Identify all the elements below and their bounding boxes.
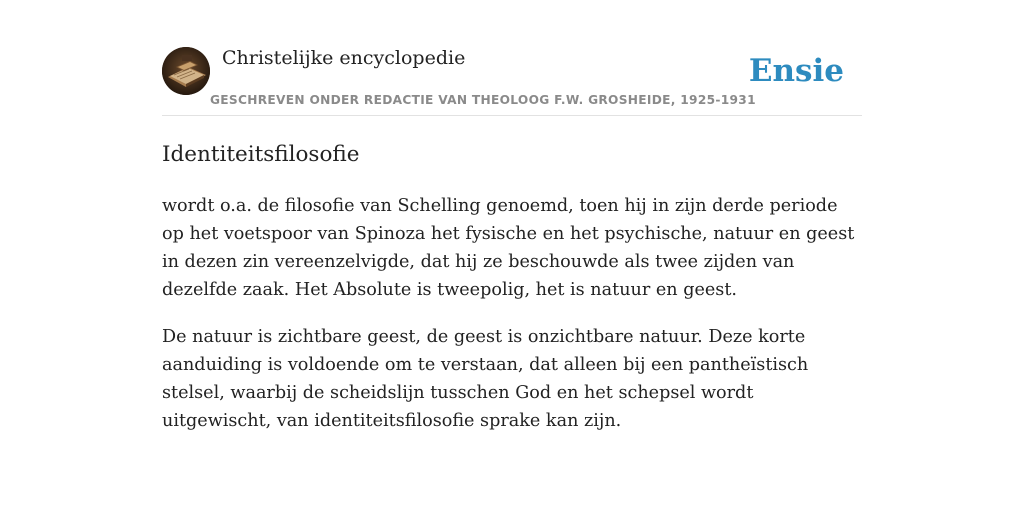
site-header — [162, 46, 862, 116]
ensie-logo-link[interactable]: Ensie — [748, 53, 844, 89]
article-title: Identiteitsfilosofie — [162, 142, 360, 167]
article — [162, 140, 862, 435]
encyclopedia-avatar-icon[interactable] — [162, 47, 210, 95]
article-paragraph: wordt o.a. de filosofie van Schelling genoemd, toen hij in zijn derde periode op het voetspoor van Spinoza het fysische en het psychische, natuur en geest in dezen zin vereenzelvigde, dat hij ze beschouwde als twee zijden van dezelfde zaak. Het Absolute is tweepolig, het is natuur en geest. — [162, 196, 855, 300]
site-title[interactable]: Christelijke encyclopedie — [222, 47, 466, 69]
article-paragraph: De natuur is zichtbare geest, de geest is onzichtbare natuur. Deze korte aanduiding is voldoende om te verstaan, dat alleen bij een pantheïstisch stelsel, waarbij de scheidslijn tusschen God en het schepsel wordt uitgewischt, van identiteitsfilosofie sprake kan zijn. — [162, 327, 809, 431]
book-photo-icon — [162, 47, 210, 95]
site-subtitle: GESCHREVEN ONDER REDACTIE VAN THEOLOOG F.W. GROSHEIDE, 1925-1931 — [210, 93, 756, 107]
